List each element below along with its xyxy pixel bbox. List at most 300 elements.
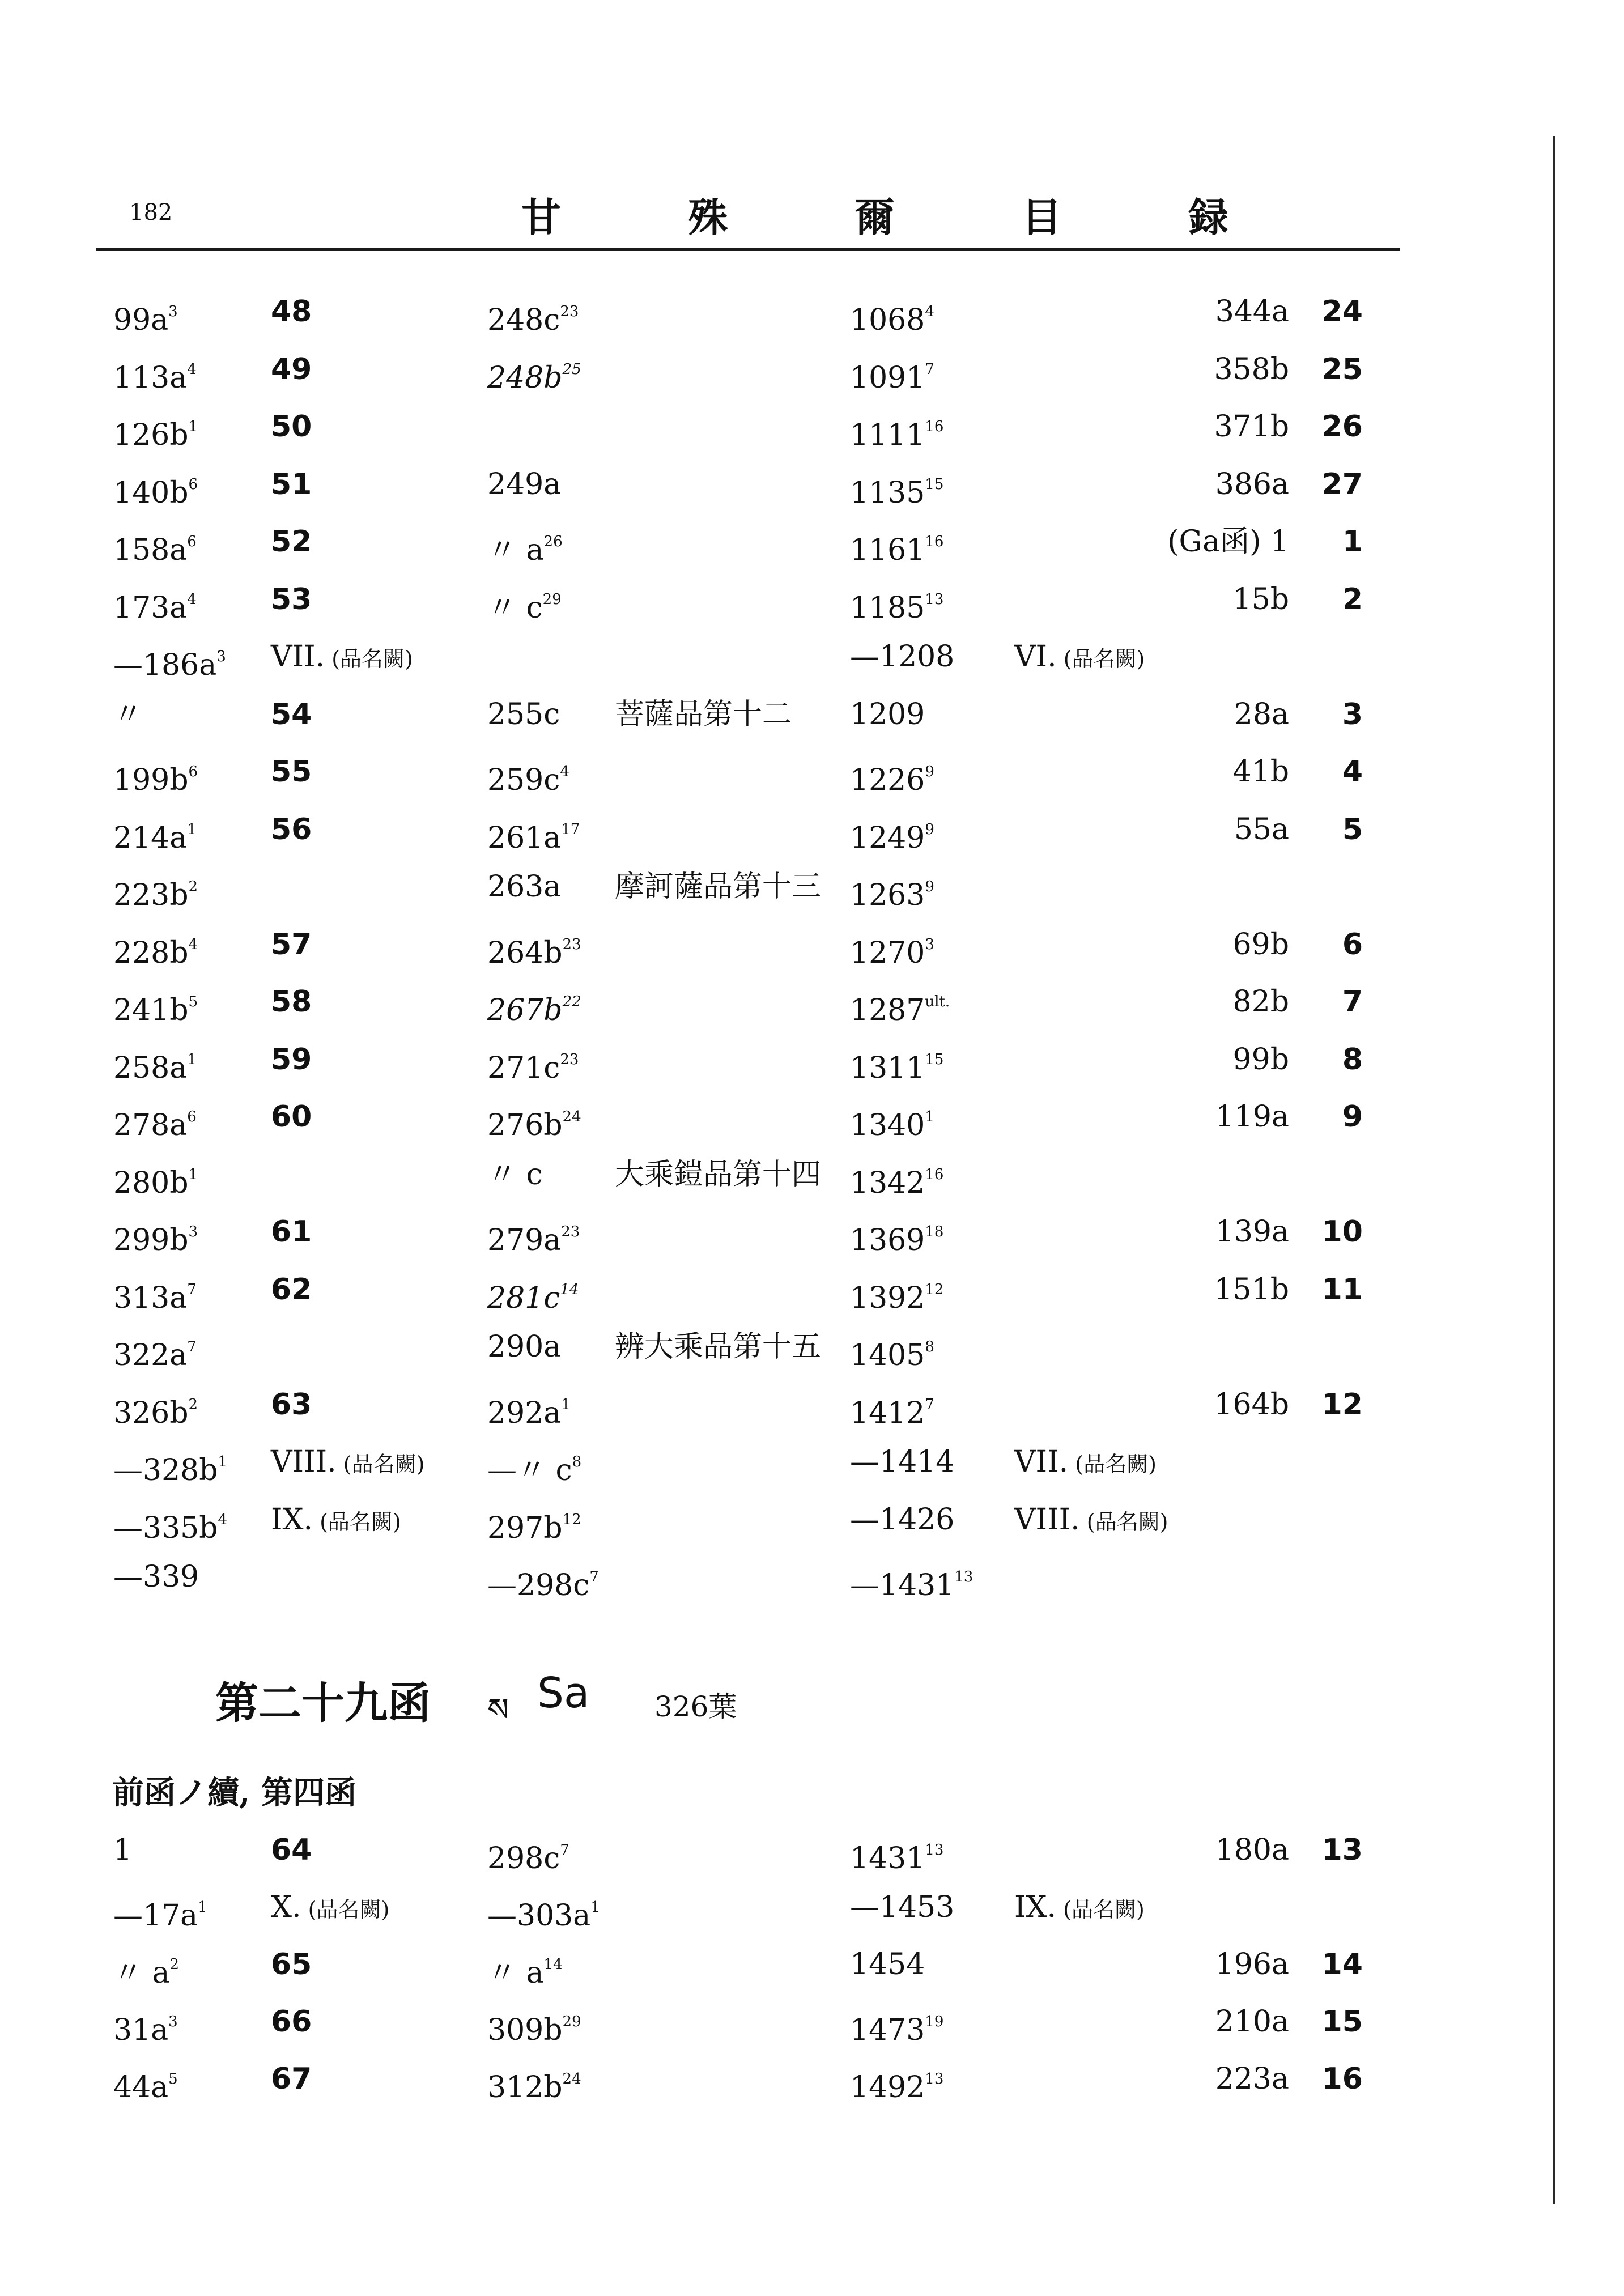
cell-text: —186a: [113, 648, 217, 682]
top-r11-number-1: [271, 928, 312, 962]
cell-text: 1405: [850, 1338, 925, 1372]
top-r3-ref-1: [113, 467, 198, 510]
top-r4-number-1: [271, 525, 312, 559]
top-r15-ref-1: [113, 1158, 198, 1200]
cell-superscript: 23: [561, 1223, 580, 1240]
cell-text: 55: [271, 755, 312, 789]
cell-text: 241b: [113, 993, 189, 1027]
cell-text: —1453: [850, 1890, 955, 1924]
top-r18-ref-1: [113, 1330, 197, 1372]
cell-text: VIII.: [1014, 1502, 1080, 1537]
cell-text: 5: [1342, 812, 1363, 847]
section-tibetan-letter: ས: [487, 1692, 509, 1729]
chapter-name-missing-note: (品名闕): [313, 1509, 401, 1534]
cell-text: 60: [271, 1100, 312, 1134]
cell-superscript: 6: [187, 1108, 197, 1125]
cell-text: 264b: [487, 936, 563, 970]
top-r22-ref-3: [850, 1560, 973, 1602]
top-r3-ref-3: [850, 467, 943, 510]
cell-text: 〃 a: [487, 1956, 544, 1990]
cell-superscript: 1: [561, 1396, 571, 1413]
bottom-r4-number-1: [271, 2062, 312, 2096]
top-r0-number-4: [1322, 295, 1363, 329]
top-r3-ref-2: [487, 467, 561, 501]
cell-superscript: 7: [925, 1396, 934, 1413]
cell-text: 58: [271, 985, 312, 1019]
cell-text: 1492: [850, 2070, 925, 2104]
top-r7-ref-3: [850, 698, 925, 732]
top-r13-ref-3: [850, 1043, 943, 1085]
bottom-r3-number-1: [271, 2005, 312, 2039]
cell-text: 180a: [1215, 1833, 1289, 1867]
cell-superscript: 16: [925, 418, 944, 435]
section-subtitle: 前函ノ續, 第四函: [112, 1774, 356, 1812]
top-r13-ref-1: [113, 1043, 197, 1085]
cell-superscript: 7: [187, 1338, 197, 1355]
top-r16-ref-1: [113, 1215, 198, 1257]
cell-superscript: 23: [560, 1051, 579, 1068]
cell-text: 223a: [1215, 2062, 1289, 2096]
bottom-r3-ref-2: [487, 2005, 581, 2047]
top-r22-ref-2: [487, 1560, 599, 1602]
bottom-r1-ref-3: [850, 1890, 954, 1924]
top-r12-ref-2: [487, 985, 581, 1027]
cell-superscript: 6: [187, 533, 197, 550]
top-r14-number-1: [271, 1100, 312, 1134]
chapter-name-missing-note: (品名闕): [1079, 1509, 1168, 1534]
cell-text: 1185: [850, 590, 925, 625]
cell-text: —335b: [113, 1511, 218, 1545]
cell-text: 248b: [487, 360, 563, 395]
cell-text: 214a: [113, 820, 188, 855]
top-r12-ref-1: [113, 985, 198, 1027]
cell-text: 26: [1321, 410, 1363, 444]
top-r21-number-1: [271, 1503, 401, 1539]
cell-text: —1414: [850, 1445, 955, 1479]
top-r8-number-4: [1342, 755, 1363, 789]
cell-text: 297b: [487, 1511, 563, 1545]
cell-text: IX.: [1014, 1890, 1057, 1924]
cell-text: 12: [1321, 1387, 1363, 1422]
cell-superscript: ult.: [925, 993, 950, 1010]
cell-superscript: 13: [925, 1842, 944, 1859]
top-r17-ref-3: [850, 1273, 943, 1315]
cell-text: 69b: [1232, 927, 1289, 962]
cell-text: 27: [1321, 467, 1363, 501]
cell-superscript: 5: [188, 993, 198, 1010]
top-r2-number-4: [1322, 410, 1363, 444]
top-r19-number-4: [1322, 1388, 1363, 1422]
cell-superscript: 25: [562, 360, 581, 378]
cell-text: 261a: [487, 820, 562, 855]
top-r8-ref-4: [1233, 755, 1289, 789]
top-r11-ref-1: [113, 928, 198, 970]
chapter-name-missing-note: (品名闕): [301, 1897, 390, 1922]
top-r1-number-4: [1322, 352, 1363, 386]
cell-text: 1226: [850, 763, 925, 797]
top-r21-ref-2: [487, 1503, 581, 1545]
cell-text: 1392: [850, 1281, 925, 1315]
cell-superscript: 7: [589, 1568, 599, 1585]
cell-superscript: 16: [925, 1166, 944, 1183]
cell-superscript: 1: [198, 1899, 207, 1916]
top-r13-number-4: [1342, 1043, 1363, 1077]
cell-text: 7: [1342, 985, 1363, 1019]
cell-text: 28a: [1234, 697, 1289, 732]
top-r8-number-1: [271, 755, 312, 789]
cell-text: 54: [271, 697, 312, 732]
cell-text: 1: [113, 1833, 133, 1867]
bottom-r0-number-1: [271, 1833, 312, 1867]
cell-text: 199b: [113, 763, 189, 797]
page-number: 182: [129, 199, 173, 226]
top-r5-number-4: [1342, 582, 1363, 616]
bottom-r0-ref-2: [487, 1833, 569, 1876]
cell-superscript: 6: [188, 763, 198, 780]
cell-superscript: 12: [562, 1511, 581, 1528]
cell-text: 菩薩品第十二: [615, 697, 792, 732]
cell-superscript: 4: [218, 1511, 228, 1528]
bottom-r1-number-1: [271, 1890, 389, 1927]
bottom-r2-ref-2: [487, 1948, 563, 1990]
cell-text: 292a: [487, 1396, 562, 1430]
top-r19-ref-1: [113, 1388, 198, 1430]
top-r16-ref-4: [1215, 1215, 1289, 1249]
cell-superscript: 3: [925, 936, 934, 953]
cell-text: X.: [271, 1890, 301, 1924]
top-r19-ref-2: [487, 1388, 571, 1430]
cell-text: 〃 a: [487, 533, 544, 567]
top-r7-ref-2: [487, 698, 560, 732]
cell-text: 53: [271, 582, 312, 616]
top-r8-ref-3: [850, 755, 934, 797]
cell-text: IX.: [271, 1502, 313, 1537]
cell-text: 〃 a: [113, 1956, 170, 1990]
top-r11-ref-4: [1233, 928, 1289, 962]
top-r5-ref-4: [1233, 582, 1289, 616]
top-r9-ref-4: [1234, 813, 1289, 847]
top-r20-number-3: [1014, 1445, 1157, 1481]
top-r1-ref-3: [850, 352, 934, 395]
header-rule: [96, 248, 1400, 251]
top-r0-number-1: [271, 295, 312, 329]
top-r4-ref-4: [1167, 525, 1289, 559]
cell-text: 263a: [487, 870, 562, 904]
top-r1-number-1: [271, 352, 312, 386]
cell-text: 223b: [113, 878, 189, 912]
cell-text: 1340: [850, 1108, 925, 1142]
cell-text: 〃: [113, 697, 143, 732]
margin-rule: [1553, 136, 1555, 2204]
bottom-r0-ref-3: [850, 1833, 943, 1876]
cell-text: 1209: [850, 697, 925, 732]
cell-superscript: 1: [925, 1108, 934, 1125]
cell-text: 281c: [487, 1281, 560, 1315]
top-r21-ref-1: [113, 1503, 227, 1545]
section-latin-letter: Sa: [537, 1669, 590, 1717]
top-r0-ref-2: [487, 295, 579, 337]
cell-text: 65: [271, 1948, 312, 1982]
cell-text: 67: [271, 2062, 312, 2096]
cell-text: 大乘鎧品第十四: [615, 1157, 822, 1192]
top-r6-number-3: [1014, 640, 1145, 676]
bottom-r4-ref-1: [113, 2062, 178, 2104]
cell-text: 63: [271, 1387, 312, 1422]
cell-text: 249a: [487, 467, 562, 501]
top-r7-chapter-note: [615, 698, 792, 732]
bottom-r3-ref-1: [113, 2005, 178, 2047]
cell-text: 24: [1321, 295, 1363, 329]
bottom-r2-ref-3: [850, 1948, 925, 1982]
top-r6-ref-3: [850, 640, 954, 674]
cell-text: 276b: [487, 1108, 563, 1142]
cell-superscript: 26: [543, 533, 563, 550]
cell-text: 113a: [113, 360, 188, 395]
cell-superscript: 3: [168, 2013, 178, 2030]
cell-superscript: 9: [925, 763, 934, 780]
top-r7-ref-4: [1234, 698, 1289, 732]
bottom-r4-number-4: [1322, 2062, 1363, 2096]
top-r20-ref-1: [113, 1445, 227, 1487]
cell-superscript: 1: [188, 418, 198, 435]
cell-superscript: 2: [188, 1396, 198, 1413]
top-r0-ref-4: [1215, 295, 1289, 329]
bottom-r1-ref-2: [487, 1890, 600, 1933]
top-r1-ref-2: [487, 352, 581, 395]
top-r14-number-4: [1342, 1100, 1363, 1134]
cell-text: 62: [271, 1272, 312, 1307]
bottom-r3-ref-3: [850, 2005, 943, 2047]
top-r14-ref-3: [850, 1100, 934, 1142]
bottom-r4-ref-2: [487, 2062, 581, 2104]
cell-text: 16: [1321, 2062, 1363, 2096]
cell-text: 196a: [1215, 1948, 1289, 1982]
cell-superscript: 29: [562, 2013, 581, 2030]
cell-text: 1068: [850, 303, 925, 337]
cell-text: 6: [1342, 927, 1363, 962]
top-r16-number-4: [1322, 1215, 1363, 1249]
cell-superscript: 4: [925, 303, 934, 320]
cell-text: —17a: [113, 1899, 198, 1933]
bottom-r2-number-4: [1322, 1948, 1363, 1982]
cell-text: 摩訶薩品第十三: [615, 870, 822, 904]
cell-text: 271c: [487, 1051, 560, 1085]
cell-superscript: 15: [925, 1051, 944, 1068]
cell-text: 52: [271, 525, 312, 559]
cell-text: 44a: [113, 2070, 169, 2104]
cell-text: 1454: [850, 1948, 925, 1982]
top-r9-number-4: [1342, 813, 1363, 847]
top-r14-ref-1: [113, 1100, 197, 1142]
cell-text: 173a: [113, 590, 188, 625]
top-r14-ref-4: [1215, 1100, 1289, 1134]
cell-text: 1091: [850, 360, 925, 395]
cell-text: 82b: [1232, 985, 1289, 1019]
cell-text: 4: [1342, 755, 1363, 789]
cell-superscript: 9: [925, 820, 934, 838]
cell-text: 280b: [113, 1166, 189, 1200]
cell-text: 50: [271, 410, 312, 444]
top-r12-ref-3: [850, 985, 950, 1027]
cell-superscript: 12: [925, 1281, 944, 1298]
cell-text: 1412: [850, 1396, 925, 1430]
cell-superscript: 7: [187, 1281, 197, 1298]
top-r3-ref-4: [1215, 467, 1289, 501]
top-r8-ref-2: [487, 755, 569, 797]
cell-superscript: 1: [590, 1899, 600, 1916]
top-r0-ref-1: [113, 295, 178, 337]
cell-text: 1135: [850, 475, 925, 510]
cell-text: 25: [1321, 352, 1363, 386]
cell-text: 55a: [1234, 812, 1289, 847]
cell-text: 290a: [487, 1330, 562, 1364]
top-r7-number-1: [271, 698, 312, 732]
top-r1-ref-1: [113, 352, 197, 395]
cell-text: —1426: [850, 1502, 955, 1537]
top-r16-number-1: [271, 1215, 312, 1249]
top-r9-ref-2: [487, 813, 580, 855]
cell-superscript: 1: [187, 820, 197, 838]
top-r19-ref-3: [850, 1388, 934, 1430]
cell-text: 1287: [850, 993, 925, 1027]
top-r21-ref-3: [850, 1503, 954, 1537]
cell-text: 51: [271, 467, 312, 501]
top-r16-ref-3: [850, 1215, 943, 1257]
top-r4-ref-1: [113, 525, 197, 567]
top-r15-ref-2: [487, 1158, 543, 1192]
top-r2-ref-4: [1214, 410, 1289, 444]
section-title: 第二十九函: [215, 1678, 431, 1728]
cell-text: 309b: [487, 2013, 563, 2047]
top-r4-number-4: [1342, 525, 1363, 559]
top-r6-number-1: [271, 640, 413, 676]
cell-superscript: 4: [187, 360, 197, 378]
top-r1-ref-4: [1214, 352, 1289, 386]
top-r3-number-1: [271, 467, 312, 501]
cell-text: 210a: [1215, 2005, 1289, 2039]
cell-text: 64: [271, 1833, 312, 1867]
cell-text: 49: [271, 352, 312, 386]
bottom-r4-ref-3: [850, 2062, 943, 2104]
bottom-r2-ref-1: [113, 1948, 179, 1990]
cell-text: 8: [1342, 1042, 1363, 1077]
top-r15-ref-3: [850, 1158, 943, 1200]
top-r10-chapter-note: [615, 870, 821, 904]
cell-text: 126b: [113, 418, 189, 452]
page-title: 甘 殊 爾 目 録: [521, 194, 1285, 241]
top-r10-ref-3: [850, 870, 934, 912]
top-r19-ref-4: [1214, 1388, 1289, 1422]
cell-text: 〃 c: [487, 1157, 543, 1192]
top-r11-ref-2: [487, 928, 581, 970]
cell-text: 41b: [1232, 755, 1289, 789]
cell-text: VII.: [1014, 1445, 1069, 1479]
top-r18-ref-2: [487, 1330, 561, 1364]
cell-superscript: 3: [216, 648, 226, 665]
cell-text: 14: [1321, 1948, 1363, 1982]
cell-text: 164b: [1214, 1387, 1289, 1422]
cell-superscript: 1: [188, 1166, 198, 1183]
bottom-r3-ref-4: [1215, 2005, 1289, 2039]
cell-text: —328b: [113, 1453, 218, 1487]
bottom-r0-number-4: [1322, 1833, 1363, 1867]
cell-text: (Ga函) 1: [1167, 525, 1289, 559]
cell-text: 228b: [113, 936, 189, 970]
top-r10-ref-1: [113, 870, 198, 912]
cell-superscript: 13: [925, 590, 944, 608]
cell-text: —〃 c: [487, 1453, 572, 1487]
bottom-r2-number-1: [271, 1948, 312, 1982]
cell-text: 9: [1342, 1100, 1363, 1134]
cell-text: —298c: [487, 1568, 590, 1602]
cell-text: 313a: [113, 1281, 188, 1315]
cell-superscript: 29: [542, 590, 562, 608]
cell-superscript: 2: [188, 878, 198, 895]
cell-text: VIII.: [271, 1445, 337, 1479]
cell-text: 1263: [850, 878, 925, 912]
top-r7-number-4: [1342, 698, 1363, 732]
cell-text: 1311: [850, 1051, 925, 1085]
cell-text: 66: [271, 2005, 312, 2039]
cell-text: 322a: [113, 1338, 188, 1372]
cell-text: 15: [1321, 2005, 1363, 2039]
cell-superscript: 24: [562, 1108, 581, 1125]
cell-superscript: 4: [560, 763, 569, 780]
cell-text: 279a: [487, 1223, 562, 1257]
top-r8-ref-1: [113, 755, 198, 797]
cell-text: 1: [1342, 525, 1363, 559]
bottom-r0-ref-4: [1215, 1833, 1289, 1867]
cell-text: 140b: [113, 475, 189, 510]
chapter-name-missing-note: (品名闕): [325, 647, 413, 671]
top-r22-ref-1: [113, 1560, 199, 1594]
top-r2-ref-1: [113, 410, 198, 452]
chapter-name-missing-note: (品名闕): [1056, 647, 1145, 671]
cell-superscript: 3: [168, 303, 178, 320]
cell-text: 255c: [487, 697, 560, 732]
cell-superscript: 22: [562, 993, 581, 1010]
bottom-r1-ref-1: [113, 1890, 207, 1933]
cell-text: —339: [113, 1560, 199, 1594]
cell-text: 326b: [113, 1396, 189, 1430]
cell-text: 1161: [850, 533, 925, 567]
bottom-r1-number-3: [1014, 1890, 1145, 1927]
cell-text: 11: [1321, 1272, 1363, 1307]
top-r19-number-1: [271, 1388, 312, 1422]
top-r2-ref-3: [850, 410, 943, 452]
cell-text: 151b: [1214, 1272, 1289, 1307]
cell-text: 辨大乘品第十五: [615, 1330, 822, 1364]
cell-text: —1431: [850, 1568, 955, 1602]
top-r0-ref-3: [850, 295, 934, 337]
top-r17-number-4: [1322, 1273, 1363, 1307]
top-r15-chapter-note: [615, 1158, 821, 1192]
top-r16-ref-2: [487, 1215, 580, 1257]
cell-superscript: 4: [187, 590, 197, 608]
bottom-r3-number-4: [1322, 2005, 1363, 2039]
section-leaf-count: 326葉: [654, 1690, 737, 1723]
cell-superscript: 7: [925, 360, 934, 378]
top-r12-number-4: [1342, 985, 1363, 1019]
cell-text: —303a: [487, 1899, 591, 1933]
cell-text: 1111: [850, 418, 925, 452]
cell-text: 139a: [1215, 1215, 1289, 1249]
cell-text: 371b: [1214, 410, 1289, 444]
cell-text: 13: [1321, 1833, 1363, 1867]
cell-text: 248c: [487, 303, 560, 337]
cell-text: 358b: [1214, 352, 1289, 386]
cell-superscript: 23: [560, 303, 579, 320]
